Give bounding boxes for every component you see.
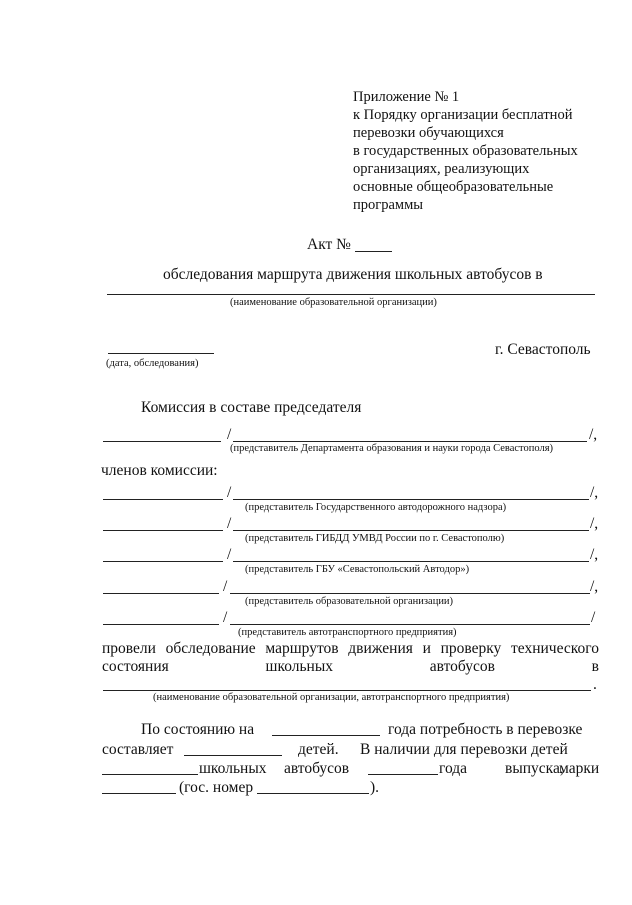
appendix-line: в государственных образовательных bbox=[353, 143, 578, 159]
slash: / bbox=[227, 515, 232, 532]
period: . bbox=[593, 676, 597, 693]
paragraph-line bbox=[102, 640, 599, 658]
word: маршрутов bbox=[265, 640, 339, 657]
member4-position-field[interactable] bbox=[230, 593, 590, 594]
chair-position-field[interactable] bbox=[233, 441, 587, 442]
p2-text: В наличии для перевозки детей bbox=[360, 741, 568, 758]
member2-position-field[interactable] bbox=[233, 530, 589, 531]
word: провели bbox=[102, 640, 156, 657]
word: обследование bbox=[165, 640, 256, 657]
member4-caption: (представитель образовательной организации) bbox=[245, 596, 454, 607]
slash: / bbox=[223, 578, 228, 595]
word: в bbox=[591, 658, 599, 675]
word: школьных bbox=[265, 658, 334, 675]
act-subtitle: обследования маршрута движения школьных автобусов в bbox=[163, 266, 543, 283]
slash-comma: /, bbox=[590, 484, 599, 501]
p2-text: школьных bbox=[199, 760, 267, 777]
members-label: членов комиссии: bbox=[101, 462, 218, 479]
word: состояния bbox=[102, 658, 169, 675]
appendix-line: к Порядку организации бесплатной bbox=[353, 107, 573, 123]
member5-name-field[interactable] bbox=[103, 624, 219, 625]
date-state-field[interactable] bbox=[272, 735, 380, 736]
member1-name-field[interactable] bbox=[103, 499, 223, 500]
p2-text: автобусов bbox=[284, 760, 350, 777]
act-number-field[interactable] bbox=[355, 251, 392, 252]
p2-text: выпуска, bbox=[505, 760, 564, 777]
member1-caption: (представитель Государственного автодорожного надзора) bbox=[245, 502, 507, 513]
org-transport-field[interactable] bbox=[103, 690, 591, 691]
city-name: г. Севастополь bbox=[495, 341, 591, 358]
appendix-line: организациях, реализующих bbox=[353, 161, 530, 177]
member3-position-field[interactable] bbox=[233, 561, 589, 562]
chair-name-field[interactable] bbox=[103, 441, 221, 442]
bus-count-field[interactable] bbox=[102, 774, 198, 775]
slash-comma: /, bbox=[590, 546, 599, 563]
word: проверку bbox=[440, 640, 502, 657]
appendix-line: перевозки обучающихся bbox=[353, 125, 504, 141]
act-title: Акт № bbox=[307, 236, 351, 253]
slash: / bbox=[227, 484, 232, 501]
p2-text: года потребность в перевозке bbox=[388, 721, 583, 738]
date-field[interactable] bbox=[108, 353, 214, 354]
p2-text: года bbox=[439, 760, 468, 777]
p2-text: марки bbox=[559, 760, 600, 777]
appendix-line: Приложение № 1 bbox=[353, 89, 460, 105]
slash: / bbox=[223, 609, 228, 626]
word: и bbox=[422, 640, 431, 657]
member3-caption: (представитель ГБУ «Севастопольский Автодор») bbox=[245, 564, 470, 575]
paragraph-line bbox=[102, 658, 599, 676]
member4-name-field[interactable] bbox=[103, 593, 219, 594]
member1-position-field[interactable] bbox=[233, 499, 589, 500]
word: технического bbox=[511, 640, 599, 657]
p2-text: (гос. номер bbox=[179, 779, 254, 796]
slash: / bbox=[227, 426, 232, 443]
member3-name-field[interactable] bbox=[103, 561, 223, 562]
org-name-caption: (наименование образовательной организации) bbox=[230, 297, 437, 308]
p2-text: детей. bbox=[298, 741, 339, 758]
member2-caption: (представитель ГИБДД УМВД России по г. Севастополю) bbox=[245, 533, 505, 544]
slash: / bbox=[227, 546, 232, 563]
bus-year-field[interactable] bbox=[368, 774, 438, 775]
children-count-field[interactable] bbox=[184, 755, 282, 756]
p2-text: По состоянию на bbox=[141, 721, 255, 738]
member2-name-field[interactable] bbox=[103, 530, 223, 531]
slash-comma: /, bbox=[589, 426, 598, 443]
date-caption: (дата, обследования) bbox=[106, 358, 199, 369]
org-name-field[interactable] bbox=[107, 294, 595, 295]
bus-brand-field[interactable] bbox=[102, 793, 176, 794]
appendix-line: основные общеобразовательные bbox=[353, 179, 554, 195]
word: автобусов bbox=[429, 658, 495, 675]
member5-caption: (представитель автотранспортного предприятия) bbox=[238, 627, 457, 638]
license-plate-field[interactable] bbox=[257, 793, 369, 794]
p2-text: составляет bbox=[102, 741, 174, 758]
appendix-line: программы bbox=[353, 197, 423, 213]
slash-comma: /, bbox=[590, 578, 599, 595]
slash: / bbox=[591, 609, 596, 626]
commission-intro: Комиссия в составе председателя bbox=[141, 399, 362, 416]
org-transport-caption: (наименование образовательной организации, автотранспортного предприятия) bbox=[153, 692, 510, 703]
p2-text: ). bbox=[370, 779, 380, 796]
word: движения bbox=[348, 640, 413, 657]
member5-position-field[interactable] bbox=[230, 624, 590, 625]
chair-caption: (представитель Департамента образования и науки города Севастополя) bbox=[230, 443, 554, 454]
slash-comma: /, bbox=[590, 515, 599, 532]
